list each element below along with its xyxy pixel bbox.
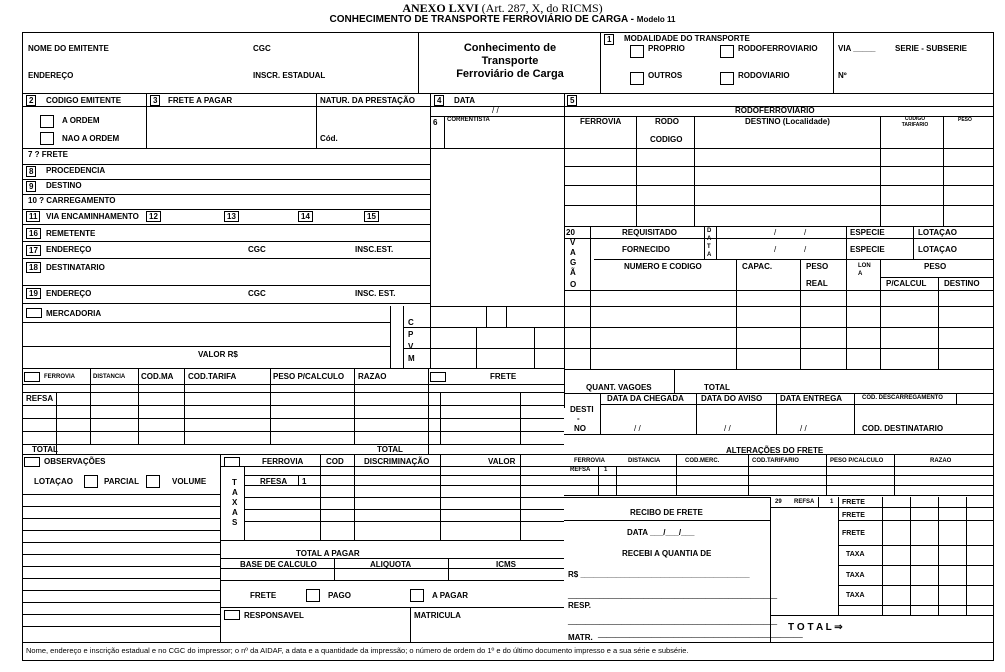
data-letter: A xyxy=(707,252,712,258)
taxas-letter: X xyxy=(232,498,238,507)
nao-a-ordem-label: NAO A ORDEM xyxy=(62,134,120,143)
field-number: 17 xyxy=(26,245,41,256)
rodoferroviario-heading: RODOFERROVIARIO xyxy=(735,106,815,115)
responsible-label: RESPONSAVEL xyxy=(244,611,304,620)
cpvm-letter: M xyxy=(408,354,415,363)
fee-label: TAXA xyxy=(846,551,865,558)
issuer-state-reg-label: INSCR. ESTADUAL xyxy=(253,71,326,80)
calc-weight-col: PESO P/CALCULO xyxy=(830,458,884,464)
destino-letters: DESTI xyxy=(570,405,594,414)
rfesa-label: RFESA xyxy=(260,477,288,486)
rodoviario-checkbox[interactable] xyxy=(720,72,734,85)
refsa-label: REFSA xyxy=(794,499,815,505)
taxas-letter: T xyxy=(232,478,237,487)
form-title: CONHECIMENTO DE TRANSPORTE FERROVIÁRIO DE CARGA - Modelo 11 xyxy=(329,14,676,25)
resp-line: _______________________________________________ xyxy=(568,616,778,625)
transport-mode-label: MODALIDADE DO TRANSPORTE xyxy=(624,34,750,43)
row-number: 1 xyxy=(830,499,834,505)
field-number: 5 xyxy=(567,95,577,106)
freight-label: FRETE xyxy=(250,591,277,600)
parcial-label: PARCIAL xyxy=(104,477,139,486)
recipient-label: DESTINATARIO xyxy=(46,263,105,272)
road-code-label: CODIGO xyxy=(650,135,683,144)
freight-label: 7 ? FRETE xyxy=(28,150,69,159)
issuer-code-label: CODIGO EMITENTE xyxy=(46,96,122,105)
number-code-label: NUMERO E CODIGO xyxy=(624,262,702,271)
destination-locality-label: DESTINO (Localidade) xyxy=(745,117,830,126)
railway-col: FERROVIA xyxy=(44,374,76,380)
rodoferroviario-checkbox[interactable] xyxy=(720,45,734,58)
volume-checkbox[interactable] xyxy=(146,475,160,488)
service-nature-label: NATUR. DA PRESTAÇÃO xyxy=(320,96,415,105)
total-label: TOTAL xyxy=(32,445,58,454)
total-label: TOTAL xyxy=(704,383,730,392)
date-slash: / xyxy=(774,228,777,237)
outros-label: OUTROS xyxy=(648,71,683,80)
taxas-letter: A xyxy=(232,508,238,517)
proprio-checkbox[interactable] xyxy=(630,45,644,58)
nao-a-ordem-checkbox[interactable] xyxy=(40,132,54,145)
delivery-date-label: DATA ENTREGA xyxy=(780,394,843,403)
received-amount-label: RECEBI A QUANTIA DE xyxy=(622,549,712,558)
field-number: 14 xyxy=(298,211,313,222)
field-number: 8 xyxy=(26,166,36,177)
arrival-date-label: DATA DA CHEGADA xyxy=(607,394,684,403)
printer-info-footer: Nome, endereço e inscrição estadual e no CGC do impressor; o nº da AIDAF, a data e a quantidade da impressão; o número de ordem do 1º e do último documento impresso e a sua série e subsérie. xyxy=(26,646,689,655)
field-number: 29 xyxy=(775,499,782,505)
field-number: 16 xyxy=(26,228,41,239)
matr-line: ______________________________________________ xyxy=(598,629,803,638)
freight-label: FRETE xyxy=(842,530,865,537)
value-label: VALOR R$ xyxy=(198,350,238,359)
lona-label: LON xyxy=(858,263,871,269)
field-number: 2 xyxy=(26,95,36,106)
field-number: 6 xyxy=(433,118,438,127)
loading-label: 10 ? CARREGAMENTO xyxy=(28,196,116,205)
vagao-letter: O xyxy=(570,280,577,289)
sender-label: REMETENTE xyxy=(46,229,96,238)
rodoferroviario-label: RODOFERROVIARIO xyxy=(738,44,818,53)
cpvm-letter: P xyxy=(408,330,414,339)
a-ordem-checkbox[interactable] xyxy=(40,115,54,128)
code-col: COD xyxy=(326,457,344,466)
field-number: 19 xyxy=(26,288,41,299)
capacity-label: LOTAÇAO xyxy=(918,245,957,254)
issuer-name-label: NOME DO EMITENTE xyxy=(28,44,109,53)
freight-label: FRETE xyxy=(842,499,865,506)
taxas-letter: S xyxy=(232,518,238,527)
value-col: VALOR xyxy=(488,457,516,466)
freight-col: FRETE xyxy=(490,372,517,381)
sender-state-reg-label: INSC.EST. xyxy=(355,245,394,254)
refsa-label: REFSA xyxy=(26,394,54,403)
to-pay-label: A PAGAR xyxy=(432,591,468,600)
issuer-address-label: ENDEREÇO xyxy=(28,71,74,80)
icms-label: ICMS xyxy=(496,560,516,569)
sender-address-label: ENDEREÇO xyxy=(46,245,92,254)
weight-label: PESO xyxy=(806,262,829,271)
date-slashes: / / xyxy=(492,106,499,115)
row-number: 1 xyxy=(604,467,608,473)
destination-label: DESTINO xyxy=(944,279,980,288)
sender-cgc-label: CGC xyxy=(248,245,266,254)
field-number: 12 xyxy=(146,211,161,222)
distance-col: DISTANCIA xyxy=(628,458,661,464)
account-holder-label: CORRENTISTA xyxy=(447,117,490,123)
cod-tariff-col: COD.TARIFA xyxy=(188,372,237,381)
code-label: Cód. xyxy=(320,134,338,143)
registration-label: MATRICULA xyxy=(414,611,461,620)
annex-heading: ANEXO LXVI (Art. 287, X, do RICMS) xyxy=(402,1,603,15)
ratio-col: RAZAO xyxy=(358,372,387,381)
goods-label: MERCADORIA xyxy=(46,309,102,318)
freight-changes-heading: ALTERAÇÕES DO FRETE xyxy=(726,446,824,455)
field-number: 13 xyxy=(224,211,239,222)
refsa-label: REFSA xyxy=(570,467,591,473)
data-letter: A xyxy=(707,236,712,242)
serie-label: SERIE - SUBSERIE xyxy=(895,44,968,53)
freight-label: FRETE xyxy=(842,512,865,519)
a-pagar-checkbox[interactable] xyxy=(410,589,424,602)
fee-label: TAXA xyxy=(846,592,865,599)
parcial-checkbox[interactable] xyxy=(84,475,98,488)
capac-label: CAPAC. xyxy=(742,262,773,271)
routing-label: VIA ENCAMINHAMENTO xyxy=(46,212,139,221)
observations-label: OBSERVAÇÕES xyxy=(44,457,106,466)
rate-label: ALIQUOTA xyxy=(370,560,412,569)
a-ordem-label: A ORDEM xyxy=(62,116,100,125)
cpvm-letter: C xyxy=(408,318,414,327)
total-payable-label: TOTAL A PAGAR xyxy=(296,549,360,558)
recipient-cgc-label: CGC xyxy=(248,289,266,298)
issuer-cgc-label: CGC xyxy=(253,44,271,53)
number-label: Nº xyxy=(838,71,847,80)
pago-checkbox[interactable] xyxy=(306,589,320,602)
species-label: ESPECIE xyxy=(850,245,885,254)
paid-label: PAGO xyxy=(328,591,351,600)
vagao-letter: Ã xyxy=(570,268,576,277)
data-letter: D xyxy=(707,228,712,234)
date-slashes: / / xyxy=(634,424,641,433)
field-number: 11 xyxy=(26,211,40,222)
destino-letters: NO xyxy=(574,424,586,433)
volume-label: VOLUME xyxy=(172,477,207,486)
amount-line: _______________________________________________ xyxy=(568,590,778,599)
lona-label: A xyxy=(858,271,863,277)
field-number: 3 xyxy=(150,95,160,106)
document-title: Conhecimento de Transporte Ferroviário de Carga xyxy=(456,42,564,80)
tariff-code-label: CODIGO TARIFARIO xyxy=(901,116,929,128)
railway-col: FERROVIA xyxy=(574,458,606,464)
unload-code-label: COD. DESCARREGAMENTO xyxy=(862,395,943,401)
railway-label: FERROVIA xyxy=(580,117,622,126)
date-slash: / xyxy=(804,228,807,237)
field-number: 15 xyxy=(364,211,379,222)
proprio-label: PROPRIO xyxy=(648,44,685,53)
outros-checkbox[interactable] xyxy=(630,72,644,85)
weight-label: PESO xyxy=(958,117,972,123)
goods-code-col: COD.MERC. xyxy=(685,458,720,464)
requested-label: REQUISITADO xyxy=(622,228,677,237)
cod-ma-col: COD.MA xyxy=(141,372,174,381)
via-label: VIA _____ xyxy=(838,44,876,53)
date-label: DATA xyxy=(454,96,476,105)
total-label: TOTAL xyxy=(377,445,403,454)
data-letter: T xyxy=(707,244,711,250)
supplied-label: FORNECIDO xyxy=(622,245,670,254)
field-number: 9 xyxy=(26,181,36,192)
destino-letters: - xyxy=(577,414,580,423)
lotacao-label: LOTAÇAO xyxy=(34,477,73,486)
calc-weight-label: P/CALCUL xyxy=(886,279,927,288)
wagon-qty-label: QUANT. VAGOES xyxy=(586,383,652,392)
field-number: 4 xyxy=(434,95,444,106)
field-number: 1 xyxy=(604,34,614,45)
real-label: REAL xyxy=(806,279,828,288)
species-label: ESPECIE xyxy=(850,228,885,237)
vagao-letter: A xyxy=(570,248,576,257)
distance-col: DISTANCIA xyxy=(93,374,126,380)
matr-label: MATR. xyxy=(568,633,593,642)
cpvm-letter: V xyxy=(408,342,414,351)
receipt-date: DATA ___/___/___ xyxy=(627,528,695,537)
taxas-letter: A xyxy=(232,488,238,497)
ratio-col: RAZAO xyxy=(930,458,952,464)
rodoviario-label: RODOVIARIO xyxy=(738,71,790,80)
field-number: 20 xyxy=(566,228,575,237)
notice-date-label: DATA DO AVISO xyxy=(701,394,763,403)
destination-label: DESTINO xyxy=(46,181,82,190)
origin-label: PROCEDENCIA xyxy=(46,166,106,175)
grand-total-label: T O T A L ⇒ xyxy=(788,622,843,633)
vagao-letter: V xyxy=(570,238,576,247)
field-number: 18 xyxy=(26,262,41,273)
resp-label: RESP. xyxy=(568,601,591,610)
capacity-label: LOTAÇAO xyxy=(918,228,957,237)
railway-col: FERROVIA xyxy=(262,457,304,466)
date-slash: / xyxy=(774,245,777,254)
freight-payable-label: FRETE A PAGAR xyxy=(168,96,233,105)
recipient-address-label: ENDEREÇO xyxy=(46,289,92,298)
date-slashes: / / xyxy=(800,424,807,433)
weight-label: PESO xyxy=(924,262,947,271)
road-label: RODO xyxy=(655,117,679,126)
date-slashes: / / xyxy=(724,424,731,433)
description-col: DISCRIMINAÇÃO xyxy=(364,457,430,466)
amount-line: R$ ______________________________________ xyxy=(568,570,750,579)
fee-label: TAXA xyxy=(846,572,865,579)
date-slash: / xyxy=(804,245,807,254)
recipient-state-reg-label: INSC. EST. xyxy=(355,289,396,298)
recipient-code-label: COD. DESTINATARIO xyxy=(862,424,944,433)
tax-base-label: BASE DE CALCULO xyxy=(240,560,317,569)
row-number: 1 xyxy=(302,477,307,486)
calc-weight-col: PESO P/CALCULO xyxy=(273,372,345,381)
receipt-title: RECIBO DE FRETE xyxy=(630,508,703,517)
vagao-letter: G xyxy=(570,258,577,267)
tariff-code-col: COD.TARIFARIO xyxy=(752,458,799,464)
